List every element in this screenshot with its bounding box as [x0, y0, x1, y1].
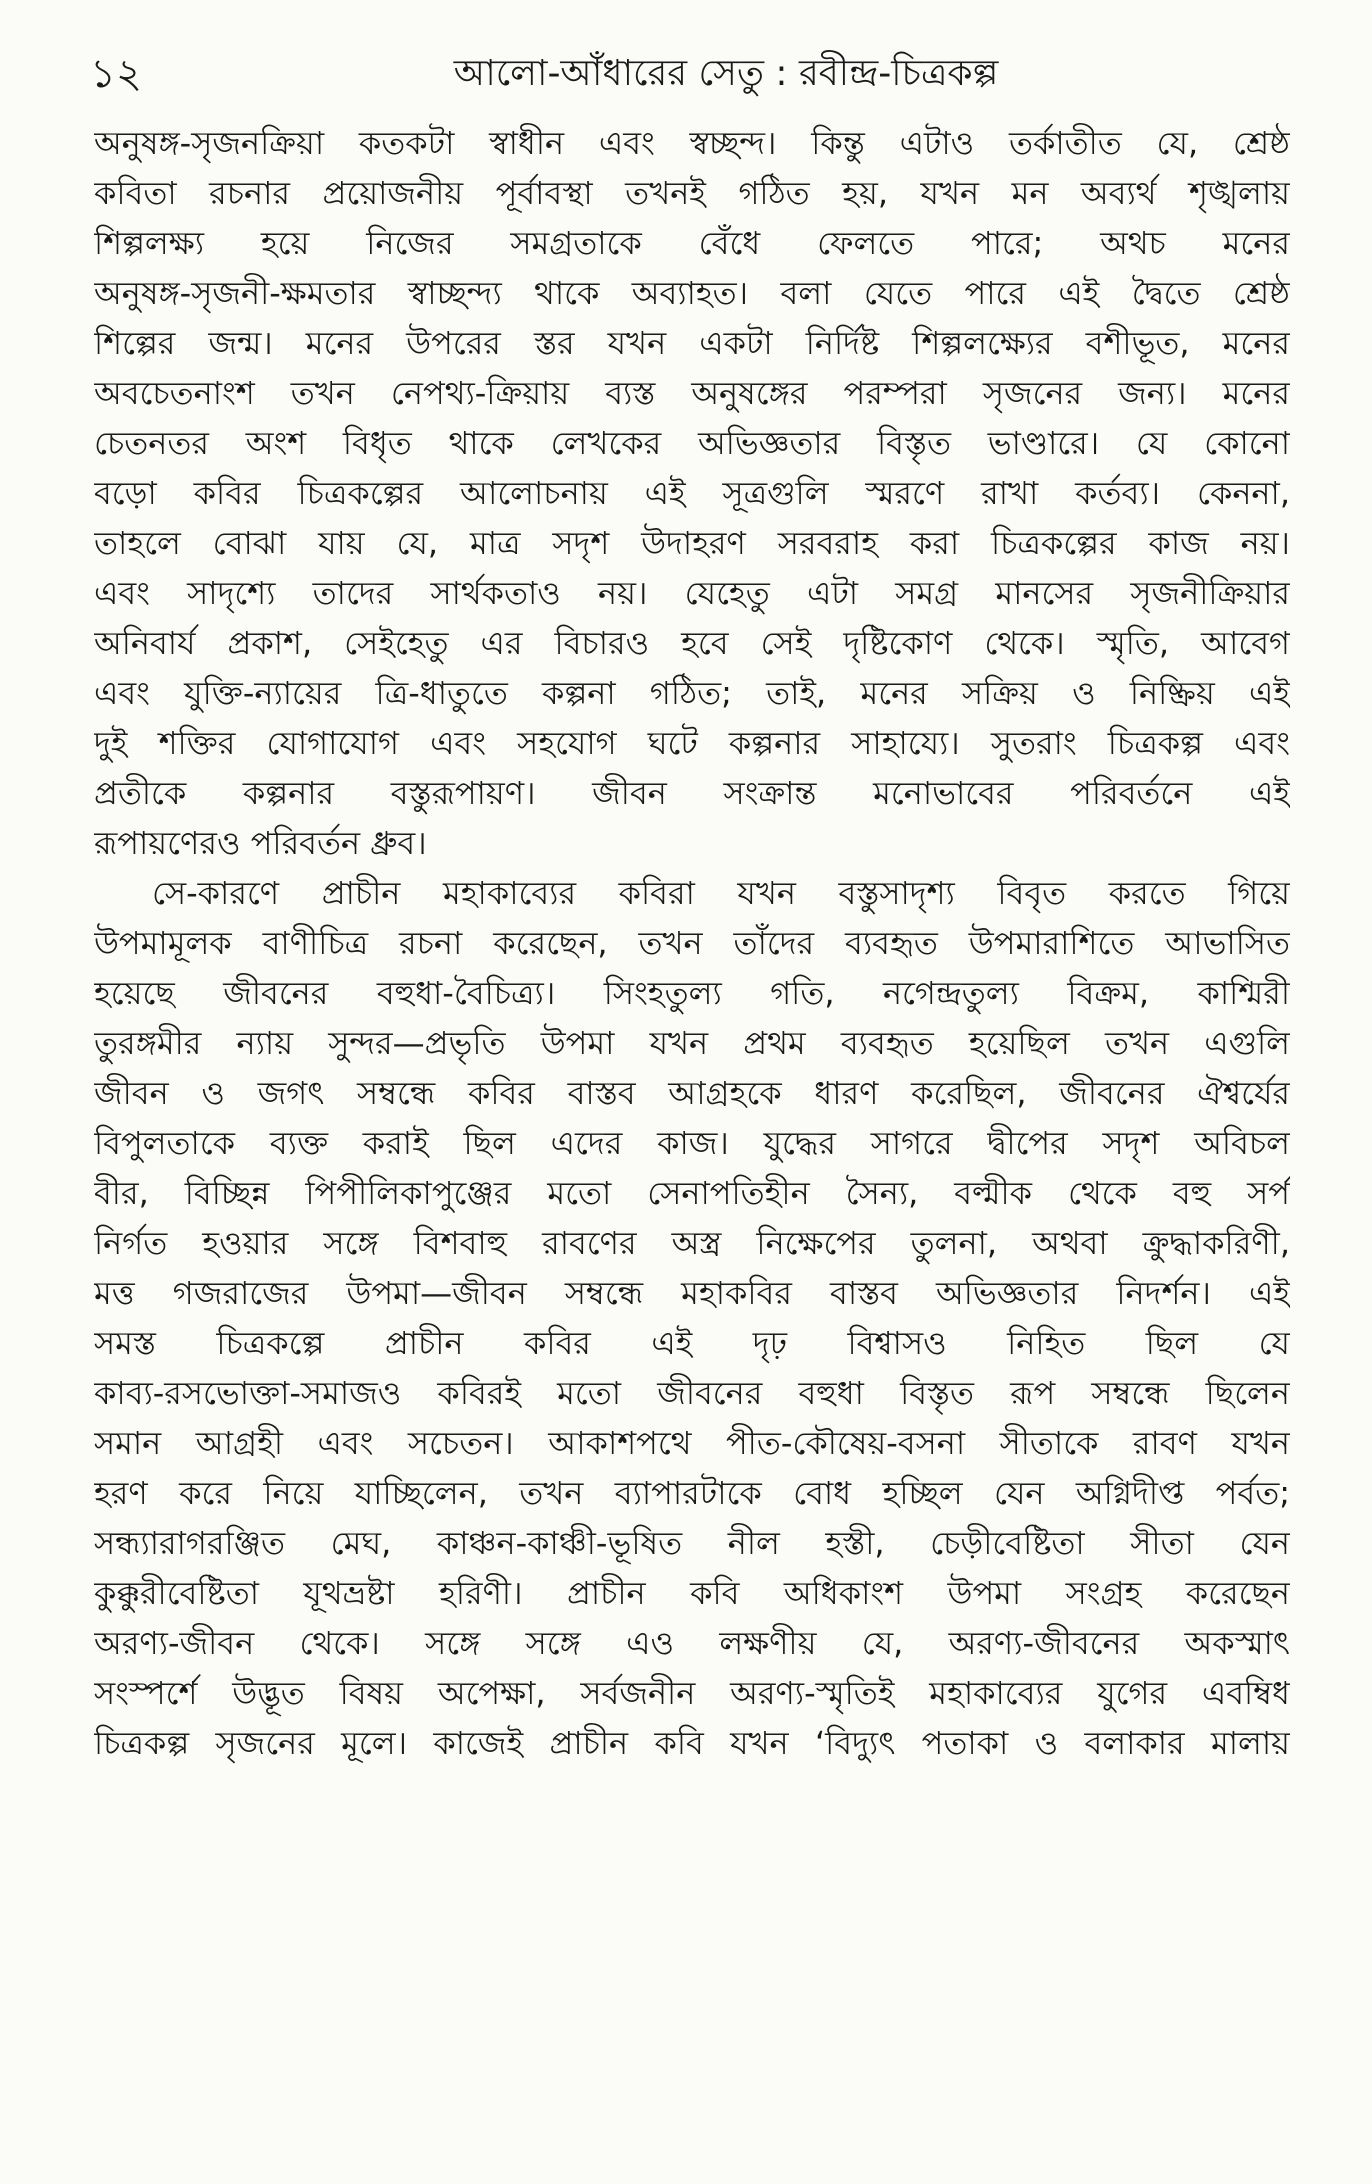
- text-line: মত্ত গজরাজের উপমা—জীবন সম্বন্ধে মহাকবির বাস্তব অভিজ্ঞতার নিদর্শন। এই: [94, 1274, 1290, 1312]
- text-line: উপমামূলক বাণীচিত্র রচনা করেছেন, তখন তাঁদের ব্যবহৃত উপমারাশিতে আভাসিত: [94, 924, 1290, 962]
- text-line: সমস্ত চিত্রকল্পে প্রাচীন কবির এই দৃঢ় বিশ্বাসও নিহিত ছিল যে: [94, 1324, 1290, 1362]
- text-line: শিল্পলক্ষ্য হয়ে নিজের সমগ্রতাকে বেঁধে ফেলতে পারে; অথচ মনের: [94, 224, 1290, 262]
- text-line: অনুষঙ্গ-সৃজনক্রিয়া কতকটা স্বাধীন এবং স্বচ্ছন্দ। কিন্তু এটাও তর্কাতীত যে, শ্রেষ্ঠ: [94, 124, 1290, 162]
- text-line: নির্গত হওয়ার সঙ্গে বিশবাহু রাবণের অস্ত্র নিক্ষেপের তুলনা, অথবা ক্রুদ্ধাকরিণী,: [94, 1224, 1290, 1262]
- text-line: কুক্কুরীবেষ্টিতা যূথভ্রষ্টা হরিণী। প্রাচীন কবি অধিকাংশ উপমা সংগ্রহ করেছেন: [94, 1574, 1290, 1612]
- text-line: বীর, বিচ্ছিন্ন পিপীলিকাপুঞ্জের মতো সেনাপতিহীন সৈন্য, বল্মীক থেকে বহু সর্প: [94, 1174, 1290, 1212]
- text-line: কবিতা রচনার প্রয়োজনীয় পূর্বাবস্থা তখনই গঠিত হয়, যখন মন অব্যর্থ শৃঙ্খলায়: [94, 174, 1290, 212]
- text-line: সমান আগ্রহী এবং সচেতন। আকাশপথে পীত-কৌষেয়-বসনা সীতাকে রাবণ যখন: [94, 1424, 1290, 1462]
- text-line: সে-কারণে প্রাচীন মহাকাব্যের কবিরা যখন বস্তুসাদৃশ্য বিবৃত করতে গিয়ে: [152, 874, 1290, 912]
- running-title: আলো-আঁধারের সেতু : রবীন্দ্র-চিত্রকল্প: [453, 53, 999, 94]
- text-line: হয়েছে জীবনের বহুধা-বৈচিত্র্য। সিংহতুল্য গতি, নগেন্দ্রতুল্য বিক্রম, কাশ্মিরী: [94, 974, 1290, 1012]
- text-line: অবচেতনাংশ তখন নেপথ্য-ক্রিয়ায় ব্যস্ত অনুষঙ্গের পরম্পরা সৃজনের জন্য। মনের: [94, 374, 1290, 412]
- text-line: বড়ো কবির চিত্রকল্পের আলোচনায় এই সূত্রগুলি স্মরণে রাখা কর্তব্য। কেননা,: [94, 474, 1290, 512]
- text-line: প্রতীকে কল্পনার বস্তুরূপায়ণ। জীবন সংক্রান্ত মনোভাবের পরিবর্তনে এই: [94, 774, 1290, 812]
- text-line: দুই শক্তির যোগাযোগ এবং সহযোগ ঘটে কল্পনার সাহায্যে। সুতরাং চিত্রকল্প এবং: [94, 724, 1290, 762]
- text-line: তুরঙ্গমীর ন্যায় সুন্দর—প্রভৃতি উপমা যখন প্রথম ব্যবহৃত হয়েছিল তখন এগুলি: [94, 1024, 1290, 1062]
- page-header: [90, 44, 1282, 104]
- text-line: অনিবার্য প্রকাশ, সেইহেতু এর বিচারও হবে সেই দৃষ্টিকোণ থেকে। স্মৃতি, আবেগ: [94, 624, 1290, 662]
- text-line: চিত্রকল্প সৃজনের মূলে। কাজেই প্রাচীন কবি যখন ‘বিদ্যুৎ পতাকা ও বলাকার মালায়: [94, 1724, 1290, 1762]
- text-line: এবং সাদৃশ্যে তাদের সার্থকতাও নয়। যেহেতু এটা সমগ্র মানসের সৃজনীক্রিয়ার: [94, 574, 1290, 612]
- text-line: সন্ধ্যারাগরঞ্জিত মেঘ, কাঞ্চন-কাঞ্চী-ভূষিত নীল হস্তী, চেড়ীবেষ্টিতা সীতা যেন: [94, 1524, 1290, 1562]
- text-line: এবং যুক্তি-ন্যায়ের ত্রি-ধাতুতে কল্পনা গঠিত; তাই, মনের সক্রিয় ও নিষ্ক্রিয় এই: [94, 674, 1290, 712]
- text-line: সংস্পর্শে উদ্ভূত বিষয় অপেক্ষা, সর্বজনীন অরণ্য-স্মৃতিই মহাকাব্যের যুগের এবম্বিধ: [94, 1674, 1290, 1712]
- page-number: ১২: [90, 51, 142, 97]
- text-line: শিল্পের জন্ম। মনের উপরের স্তর যখন একটা নির্দিষ্ট শিল্পলক্ষ্যের বশীভূত, মনের: [94, 324, 1290, 362]
- text-line: রূপায়ণেরও পরিবর্তন ধ্রুব।: [94, 824, 427, 862]
- text-line: অরণ্য-জীবন থেকে। সঙ্গে সঙ্গে এও লক্ষণীয় যে, অরণ্য-জীবনের অকস্মাৎ: [94, 1624, 1290, 1662]
- text-line: বিপুলতাকে ব্যক্ত করাই ছিল এদের কাজ। যুদ্ধের সাগরে দ্বীপের সদৃশ অবিচল: [94, 1124, 1290, 1162]
- text-line: হরণ করে নিয়ে যাচ্ছিলেন, তখন ব্যাপারটাকে বোধ হচ্ছিল যেন অগ্নিদীপ্ত পর্বত;: [94, 1474, 1290, 1512]
- text-line: চেতনতর অংশ বিধৃত থাকে লেখকের অভিজ্ঞতার বিস্তৃত ভাণ্ডারে। যে কোনো: [94, 424, 1290, 462]
- text-line: কাব্য-রসভোক্তা-সমাজও কবিরই মতো জীবনের বহুধা বিস্তৃত রূপ সম্বন্ধে ছিলেন: [94, 1374, 1290, 1412]
- text-line: তাহলে বোঝা যায় যে, মাত্র সদৃশ উদাহরণ সরবরাহ করা চিত্রকল্পের কাজ নয়।: [94, 524, 1290, 562]
- body-text: [94, 118, 1290, 1768]
- text-line: জীবন ও জগৎ সম্বন্ধে কবির বাস্তব আগ্রহকে ধারণ করেছিল, জীবনের ঐশ্বর্যের: [94, 1074, 1290, 1112]
- text-line: অনুষঙ্গ-সৃজনী-ক্ষমতার স্বাচ্ছন্দ্য থাকে অব্যাহত। বলা যেতে পারে এই দ্বৈতে শ্রেষ্ঠ: [94, 274, 1290, 312]
